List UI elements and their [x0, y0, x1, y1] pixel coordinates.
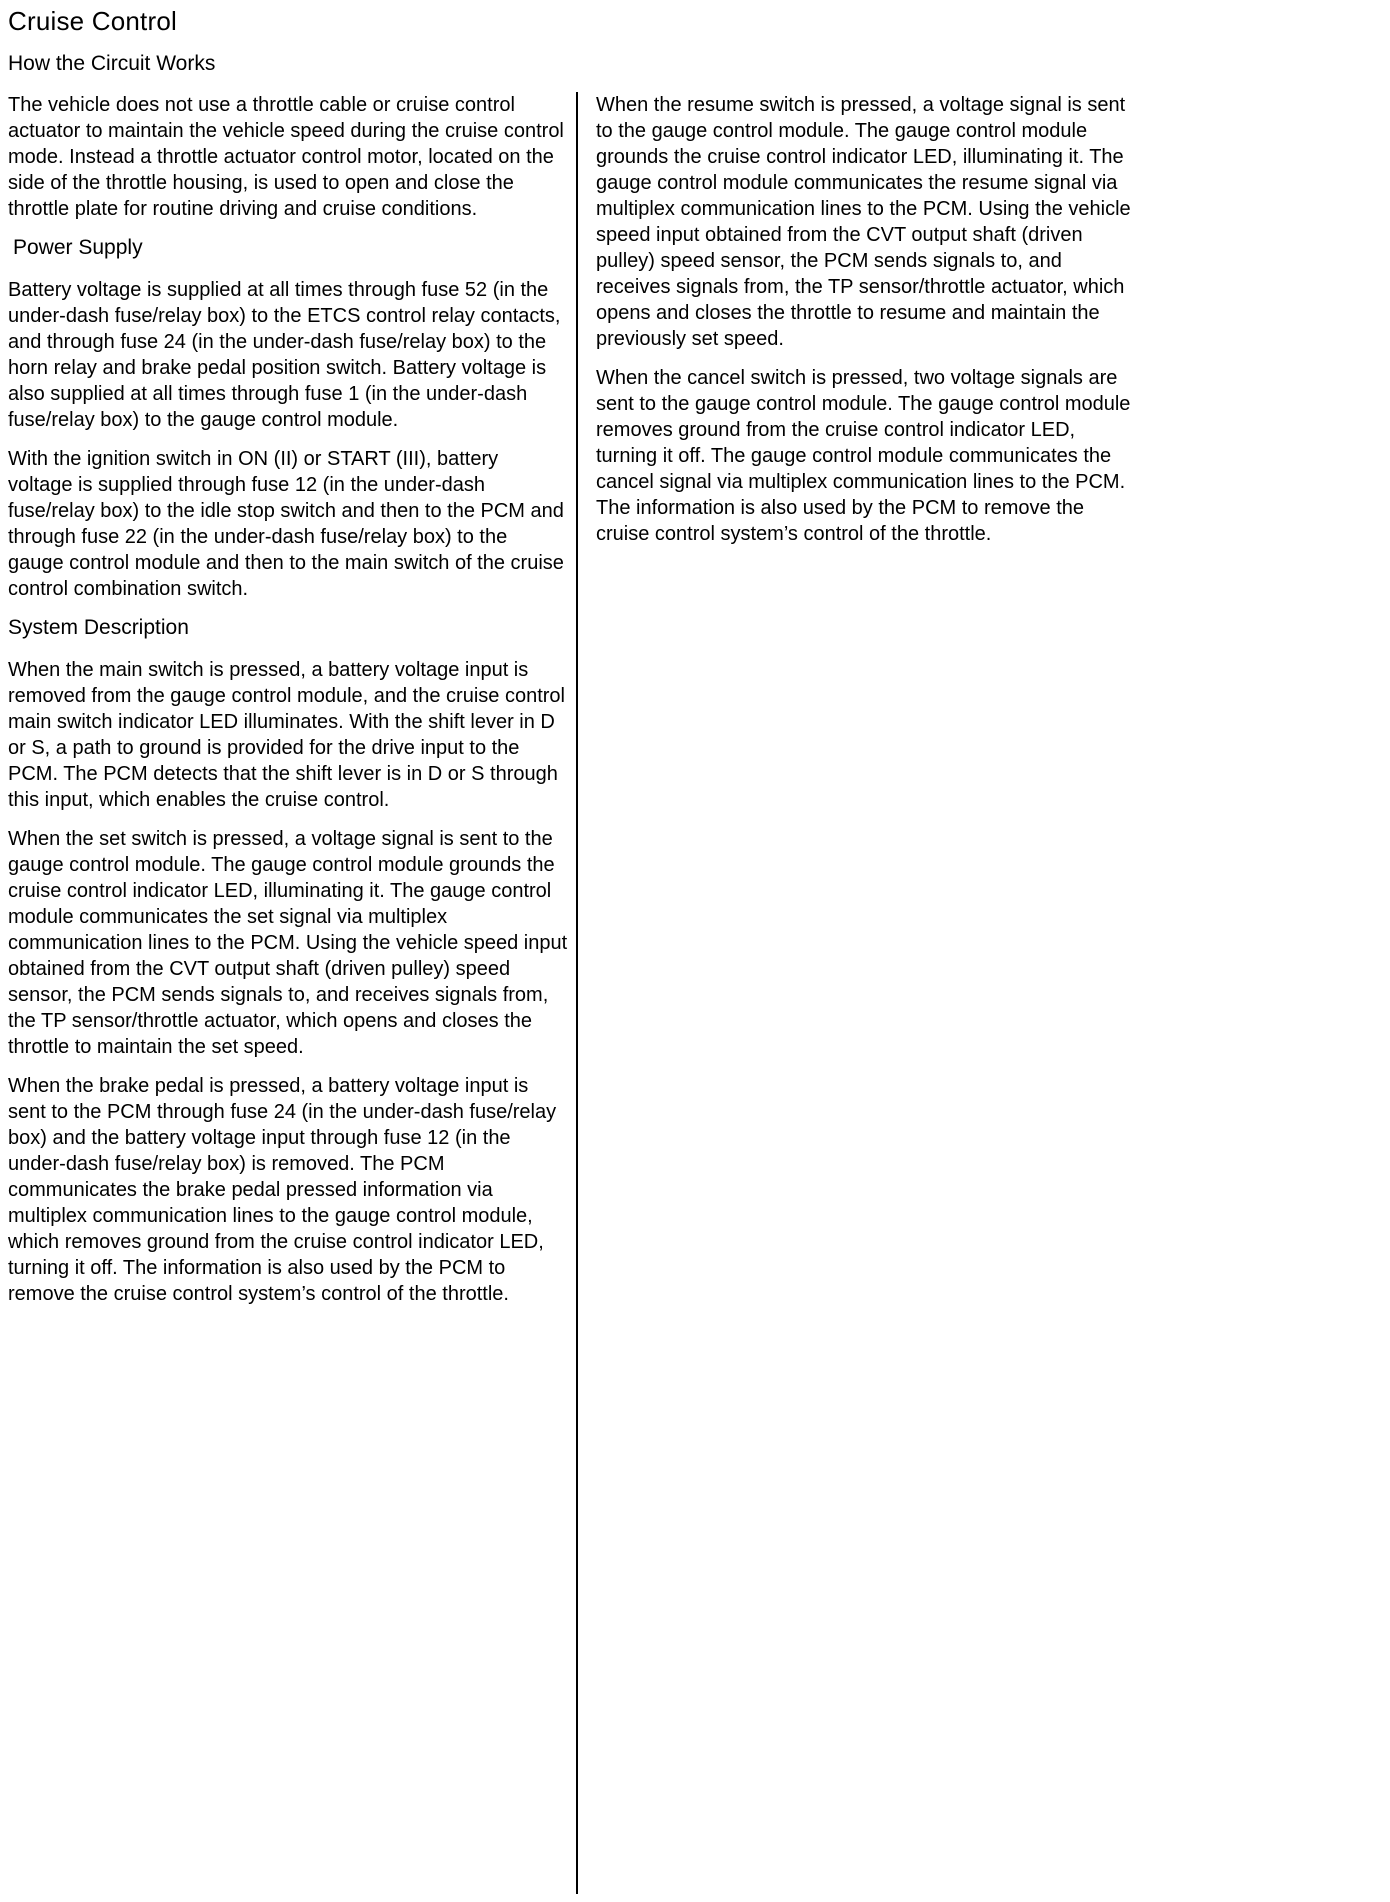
column-divider — [576, 92, 578, 1894]
page-title: Cruise Control — [8, 6, 177, 36]
paragraph-cancel-switch: When the cancel switch is pressed, two voltage signals are sent to the gauge control module. The gauge control module removes ground from the cruise control indicator LED, turning it off. The gauge control module communicates the cancel signal via multiplex communication lines to the PCM. The information is also used by the PCM to remove the cruise control system’s control of the throttle. — [596, 367, 1131, 545]
paragraph-battery-voltage: Battery voltage is supplied at all times through fuse 52 (in the under-dash fuse/relay box) to the ETCS control relay contacts, and through fuse 24 (in the under-dash fuse/relay box) to the horn relay and brake pedal position switch. Battery voltage is also supplied at all times through fuse 1 (in the under-dash fuse/relay box) to the gauge control module. — [8, 279, 561, 431]
paragraph-set-switch: When the set switch is pressed, a voltage signal is sent to the gauge control module. The gauge control module grounds the cruise control indicator LED, illuminating it. The gauge control module communicates the set signal via multiplex communication lines to the PCM. Using the vehicle speed input obtained from the CVT output shaft (driven pulley) speed sensor, the PCM sends signals to, and receives signals from, the TP sensor/throttle actuator, which opens and closes the throttle to maintain the set speed. — [8, 828, 568, 1058]
paragraph-resume-switch: When the resume switch is pressed, a voltage signal is sent to the gauge control module. The gauge control module grounds the cruise control indicator LED, illuminating it. The gauge control module communicates the resume signal via multiplex communication lines to the PCM. Using the vehicle speed input obtained from the CVT output shaft (driven pulley) speed sensor, the PCM sends signals to, and receives signals from, the TP sensor/throttle actuator, which opens and closes the throttle to resume and maintain the previously set speed. — [596, 94, 1131, 350]
paragraph-ignition-switch: With the ignition switch in ON (II) or START (III), battery voltage is supplied through fuse 12 (in the under-dash fuse/relay box) to the idle stop switch and then to the PCM and through fuse 22 (in the under-dash fuse/relay box) to the gauge control module and then to the main switch of the cruise control combination switch. — [8, 448, 564, 600]
section-heading-how-the-circuit-works: How the Circuit Works — [8, 52, 216, 75]
section-heading-system-description: System Description — [8, 616, 189, 639]
section-heading-power-supply: Power Supply — [13, 236, 143, 259]
paragraph-main-switch: When the main switch is pressed, a battery voltage input is removed from the gauge control module, and the cruise control main switch indicator LED illuminates. With the shift lever in D or S, a path to ground is provided for the drive input to the PCM. The PCM detects that the shift lever is in D or S through this input, which enables the cruise control. — [8, 659, 565, 811]
right-column — [596, 92, 1141, 1902]
left-column — [8, 92, 568, 1902]
paragraph-throttle-overview: The vehicle does not use a throttle cable or cruise control actuator to maintain the vehicle speed during the cruise control mode. Instead a throttle actuator control motor, located on the side of the throttle housing, is used to open and close the throttle plate for routine driving and cruise conditions. — [8, 94, 564, 220]
paragraph-brake-pedal: When the brake pedal is pressed, a battery voltage input is sent to the PCM through fuse 24 (in the under-dash fuse/relay box) and the battery voltage input through fuse 12 (in the under-dash fuse/relay box) is removed. The PCM communicates the brake pedal pressed information via multiplex communication lines to the gauge control module, which removes ground from the cruise control indicator LED, turning it off. The information is also used by the PCM to remove the cruise control system’s control of the throttle. — [8, 1075, 557, 1305]
two-column-layout — [8, 92, 1380, 1902]
